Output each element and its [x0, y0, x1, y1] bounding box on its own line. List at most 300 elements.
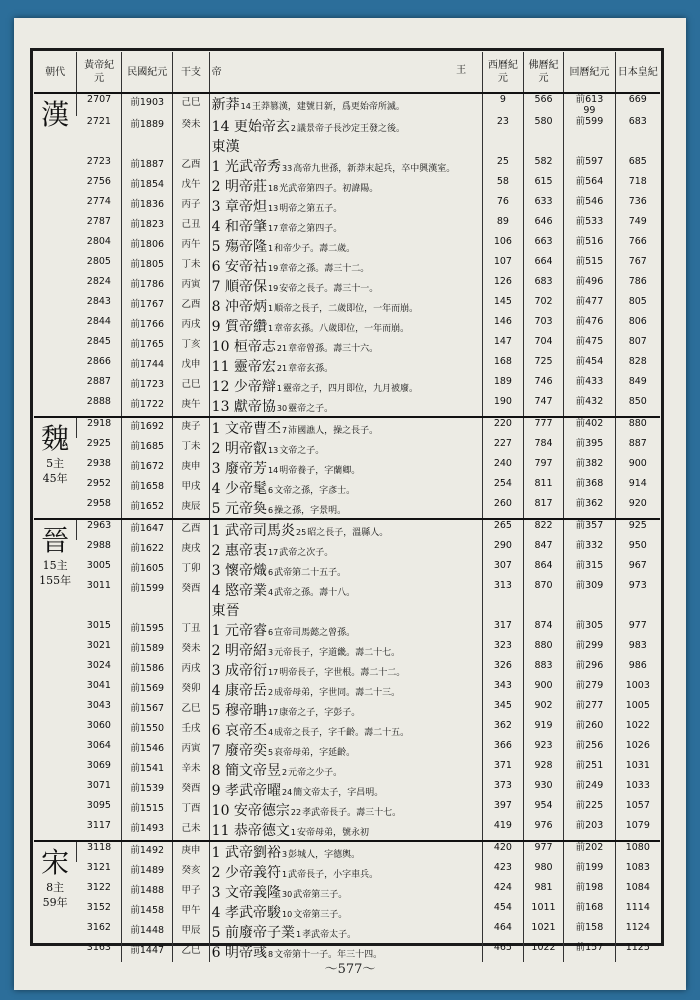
- ruler-cell: [209, 660, 482, 680]
- hijri-year: 前477: [564, 296, 615, 316]
- minguo-year: 前1586: [122, 660, 173, 680]
- ruler-description: 文帝第十一子。年三十四。: [274, 950, 383, 960]
- hijri-year: 前332: [564, 540, 615, 560]
- table-row: [34, 176, 660, 196]
- japan-year: 920: [615, 498, 660, 519]
- japan-year: 1125: [615, 942, 660, 962]
- huangdi-year: 2805: [86, 256, 111, 267]
- table-row: [34, 680, 660, 700]
- hijri-year: 前533: [564, 216, 615, 236]
- minguo-year: 前1692: [122, 417, 173, 438]
- minguo-year: 前1489: [122, 862, 173, 882]
- reign-years: 21: [276, 364, 288, 373]
- japan-year: 1124: [615, 922, 660, 942]
- ruler-cell: [209, 156, 482, 176]
- western-year: 265: [483, 519, 524, 540]
- ruler-name: 9 質帝纘: [211, 319, 268, 335]
- ganzhi: 庚申: [173, 841, 209, 862]
- table-row: [34, 376, 660, 396]
- minguo-year: 前1685: [122, 438, 173, 458]
- subheading-cell: 東晉: [209, 600, 482, 620]
- table-row: [34, 820, 660, 841]
- reign-years: 14: [240, 102, 251, 111]
- huangdi-year: 3021: [86, 640, 111, 651]
- hijri-year: 前225: [564, 800, 615, 820]
- japan-year: 1079: [615, 820, 660, 841]
- huangdi-year: 2887: [86, 376, 111, 387]
- buddhist-year: 747: [523, 396, 564, 417]
- ruler-name: 4 康帝岳: [211, 683, 268, 699]
- japan-year: 749: [615, 216, 660, 236]
- western-year: 326: [483, 660, 524, 680]
- ruler-description: 康帝之子，字彭子。: [279, 708, 361, 718]
- buddhist-year: 1021: [523, 922, 564, 942]
- dynasty-info: 5主: [46, 457, 65, 470]
- ganzhi: 乙巳: [173, 700, 209, 720]
- ruler-description: 安帝之長子。壽三十一。: [279, 284, 379, 294]
- minguo-year: 前1567: [122, 700, 173, 720]
- ganzhi: 甲子: [173, 882, 209, 902]
- buddhist-year: 976: [523, 820, 564, 841]
- ruler-name: 3 成帝衍: [211, 663, 268, 679]
- western-year: 424: [483, 882, 524, 902]
- japan-year: 887: [615, 438, 660, 458]
- reign-years: 10: [282, 910, 293, 919]
- huangdi-year: 2918: [77, 417, 122, 438]
- ganzhi: 甲戌: [173, 478, 209, 498]
- ruler-name: 3 文帝義隆: [211, 885, 282, 901]
- dynasty-info: 59年: [42, 896, 68, 909]
- western-year: 107: [483, 256, 524, 276]
- buddhist-year: 704: [523, 336, 564, 356]
- table-row: [34, 740, 660, 760]
- buddhist-year: 784: [523, 438, 564, 458]
- subheading-cell: 東漢: [209, 136, 482, 156]
- western-year: 89: [483, 216, 524, 236]
- western-year: 25: [483, 156, 524, 176]
- empty-cell: [564, 136, 615, 156]
- hijri-year: 前202: [564, 841, 615, 862]
- ruler-cell: [209, 902, 482, 922]
- reign-years: 17: [268, 548, 279, 557]
- minguo-year: 前1805: [122, 256, 173, 276]
- reign-years: 3: [268, 648, 274, 657]
- reign-years: 1: [290, 828, 297, 837]
- dynasty-cell: [34, 417, 77, 519]
- japan-year: 1080: [615, 841, 660, 862]
- ruler-cell: [209, 478, 482, 498]
- reign-years: 19: [268, 284, 279, 293]
- hijri-year: 前357: [564, 519, 615, 540]
- ruler-description: 武帝第三子。: [293, 890, 348, 900]
- table-row: [34, 760, 660, 780]
- minguo-year: 前1448: [122, 922, 173, 942]
- japan-year: 718: [615, 176, 660, 196]
- dynasty-info: 45年: [42, 472, 68, 485]
- huangdi-year: 3005: [86, 560, 111, 571]
- header-row: [34, 52, 660, 93]
- minguo-year: 前1447: [122, 942, 173, 962]
- minguo-year: 前1515: [122, 800, 173, 820]
- western-year: 313: [483, 580, 524, 600]
- minguo-year: 前1458: [122, 902, 173, 922]
- japan-year: 950: [615, 540, 660, 560]
- japan-year: 669: [615, 93, 660, 116]
- huangdi-year: 2888: [86, 396, 111, 407]
- hijri-year: 前277: [564, 700, 615, 720]
- page-number: ～577～: [324, 962, 376, 977]
- ruler-cell: [209, 862, 482, 882]
- minguo-year: 前1744: [122, 356, 173, 376]
- hijri-year: 前368: [564, 478, 615, 498]
- ruler-cell: [209, 519, 482, 540]
- minguo-year: 前1722: [122, 396, 173, 417]
- minguo-year: 前1767: [122, 296, 173, 316]
- huangdi-year: 3121: [86, 862, 111, 873]
- table-row: [34, 498, 660, 519]
- hijri-year: 前157: [564, 942, 615, 962]
- ruler-description: 文帝第三子。: [293, 910, 348, 920]
- japan-year: 850: [615, 396, 660, 417]
- ruler-description: 章帝曾孫。壽三十六。: [288, 344, 379, 354]
- buddhist-year: 582: [523, 156, 564, 176]
- western-year: 147: [483, 336, 524, 356]
- western-year: 420: [483, 841, 524, 862]
- minguo-year: 前1887: [122, 156, 173, 176]
- empty-cell: [564, 600, 615, 620]
- reign-years: 17: [268, 668, 279, 677]
- empty-cell: [77, 136, 122, 156]
- ganzhi: 庚子: [173, 417, 209, 438]
- buddhist-year: 777: [523, 417, 564, 438]
- hijri-year: 前433: [564, 376, 615, 396]
- huangdi-year: 3041: [86, 680, 111, 691]
- header-king: [209, 52, 482, 93]
- western-year: 290: [483, 540, 524, 560]
- ganzhi: 戊午: [173, 176, 209, 196]
- ruler-name: 14 更始帝玄: [211, 119, 290, 135]
- western-year: 362: [483, 720, 524, 740]
- ruler-cell: [209, 93, 482, 116]
- table-row: [34, 216, 660, 236]
- ganzhi: 丙戌: [173, 316, 209, 336]
- ruler-cell: [209, 922, 482, 942]
- ruler-description: 文帝之子。: [279, 446, 325, 456]
- hijri-year: 前305: [564, 620, 615, 640]
- table-row: [34, 438, 660, 458]
- western-year: 220: [483, 417, 524, 438]
- japan-year: 1005: [615, 700, 660, 720]
- ganzhi: 乙酉: [173, 156, 209, 176]
- western-year: 397: [483, 800, 524, 820]
- ganzhi: 癸卯: [173, 680, 209, 700]
- japan-year: 828: [615, 356, 660, 376]
- ruler-name: 7 廢帝奕: [211, 743, 268, 759]
- japan-year: 849: [615, 376, 660, 396]
- ruler-cell: [209, 276, 482, 296]
- hijri-year: 前198: [564, 882, 615, 902]
- minguo-year: 前1766: [122, 316, 173, 336]
- ruler-name: 10 桓帝志: [211, 339, 276, 355]
- minguo-year: 前1647: [122, 519, 173, 540]
- table-row: [34, 640, 660, 660]
- table-row: [34, 922, 660, 942]
- chronology-table: [34, 52, 660, 962]
- ruler-name: 4 愍帝業: [211, 583, 268, 599]
- ruler-cell: [209, 296, 482, 316]
- buddhist-year: 663: [523, 236, 564, 256]
- western-year: 307: [483, 560, 524, 580]
- minguo-year: 前1539: [122, 780, 173, 800]
- ruler-cell: [209, 700, 482, 720]
- buddhist-year: 822: [523, 519, 564, 540]
- ruler-cell: [209, 216, 482, 236]
- ruler-description: 武帝之孫。壽十八。: [274, 588, 356, 598]
- ruler-description: 章帝之第四子。: [279, 224, 343, 234]
- ruler-name: 2 少帝義符: [211, 865, 282, 881]
- hijri-year: 前251: [564, 760, 615, 780]
- header-huangdi: 黃帝紀元: [77, 52, 122, 93]
- japan-year: 685: [615, 156, 660, 176]
- reign-years: 17: [268, 708, 279, 717]
- ruler-cell: [209, 458, 482, 478]
- ganzhi: 丙午: [173, 236, 209, 256]
- huangdi-year: 3043: [86, 700, 111, 711]
- dynasty-info: 8主: [46, 881, 65, 894]
- japan-year: 967: [615, 560, 660, 580]
- hijri-year: 前597: [564, 156, 615, 176]
- empty-cell: [615, 136, 660, 156]
- reign-years: 2: [290, 124, 297, 133]
- huangdi-year: 2804: [86, 236, 111, 247]
- dynasty-info: 155年: [39, 574, 72, 587]
- huangdi-year: 2845: [86, 336, 111, 347]
- minguo-year: 前1765: [122, 336, 173, 356]
- minguo-year: 前1672: [122, 458, 173, 478]
- ruler-cell: [209, 196, 482, 216]
- reign-years: 18: [268, 184, 279, 193]
- reign-years: 13: [268, 204, 279, 213]
- japan-year: 880: [615, 417, 660, 438]
- dynasty-cell: [34, 93, 77, 417]
- hijri-year: 前395: [564, 438, 615, 458]
- huangdi-year: 3163: [86, 942, 111, 953]
- huangdi-year: 2952: [86, 478, 111, 489]
- western-year: 423: [483, 862, 524, 882]
- buddhist-year: 746: [523, 376, 564, 396]
- ruler-description: 武帝長子，小字車兵。: [288, 870, 379, 880]
- hijri-year: 前299: [564, 640, 615, 660]
- ruler-name: 1 武帝劉裕: [211, 845, 282, 861]
- western-year: 317: [483, 620, 524, 640]
- empty-cell: [523, 600, 564, 620]
- western-year: 227: [483, 438, 524, 458]
- table-row: [34, 296, 660, 316]
- ganzhi: 己巳: [173, 376, 209, 396]
- buddhist-year: 703: [523, 316, 564, 336]
- ganzhi: 丁亥: [173, 336, 209, 356]
- dynasty-cell: [34, 519, 77, 841]
- ruler-cell: [209, 680, 482, 700]
- ruler-cell: [209, 740, 482, 760]
- table-row: [34, 256, 660, 276]
- huangdi-year: 2774: [86, 196, 111, 207]
- ganzhi: 丁未: [173, 438, 209, 458]
- ruler-cell: [209, 780, 482, 800]
- ruler-cell: [209, 176, 482, 196]
- header-king-left: 帝: [211, 66, 222, 78]
- ruler-cell: [209, 580, 482, 600]
- buddhist-year: 646: [523, 216, 564, 236]
- buddhist-year: 981: [523, 882, 564, 902]
- header-xili: 西曆紀元: [483, 52, 524, 93]
- ruler-cell: [209, 820, 482, 841]
- ganzhi: 癸酉: [173, 580, 209, 600]
- huangdi-year: 2787: [86, 216, 111, 227]
- ruler-description: 議景帝子長沙定王發之後。: [297, 124, 406, 134]
- table-row: [34, 276, 660, 296]
- table-row: [34, 882, 660, 902]
- buddhist-year: 633: [523, 196, 564, 216]
- western-year: 343: [483, 680, 524, 700]
- ruler-description: 安帝母弟，號永初: [297, 828, 370, 838]
- reign-years: 1: [276, 384, 283, 393]
- western-year: 371: [483, 760, 524, 780]
- huangdi-year: 3095: [86, 800, 111, 811]
- hijri-year: 前476: [564, 316, 615, 336]
- huangdi-year: 2824: [86, 276, 111, 287]
- table-row: [34, 316, 660, 336]
- western-year: 9: [483, 93, 524, 116]
- reign-years: 24: [282, 788, 293, 797]
- ruler-description: 武帝第二十五子。: [274, 568, 347, 578]
- ruler-description: 文帝之孫，字彥士。: [274, 486, 356, 496]
- ruler-description: 元帝長子，字道畿。壽二十七。: [274, 648, 401, 658]
- japan-year: 1003: [615, 680, 660, 700]
- ganzhi: 甲辰: [173, 922, 209, 942]
- buddhist-year: 683: [523, 276, 564, 296]
- ruler-description: 成帝之長子，字千齡。壽二十五。: [274, 728, 410, 738]
- minguo-year: 前1492: [122, 841, 173, 862]
- hijri-year: 前454: [564, 356, 615, 376]
- ruler-description: 宣帝司馬懿之曾孫。: [274, 628, 356, 638]
- reign-years: 1: [268, 244, 274, 253]
- ganzhi: 癸亥: [173, 862, 209, 882]
- western-year: 419: [483, 820, 524, 841]
- dynasty-name: 魏: [41, 422, 70, 455]
- hijri-year: 前315: [564, 560, 615, 580]
- minguo-year: 前1488: [122, 882, 173, 902]
- buddhist-year: 928: [523, 760, 564, 780]
- minguo-year: 前1546: [122, 740, 173, 760]
- western-year: 454: [483, 902, 524, 922]
- ganzhi: 庚申: [173, 458, 209, 478]
- ganzhi: 辛未: [173, 760, 209, 780]
- ganzhi: 癸未: [173, 640, 209, 660]
- hijri-year: 前309: [564, 580, 615, 600]
- western-year: 254: [483, 478, 524, 498]
- ruler-name: 2 明帝叡: [211, 441, 268, 457]
- table-row: [34, 196, 660, 216]
- japan-year: 925: [615, 519, 660, 540]
- table-row: [34, 660, 660, 680]
- buddhist-year: 847: [523, 540, 564, 560]
- reign-years: 25: [296, 528, 307, 537]
- ruler-name: 11 恭帝德文: [211, 823, 290, 839]
- huangdi-year: 3071: [86, 780, 111, 791]
- japan-year: 807: [615, 336, 660, 356]
- ganzhi: 丙戌: [173, 660, 209, 680]
- buddhist-year: 870: [523, 580, 564, 600]
- ruler-cell: [209, 560, 482, 580]
- western-year: 260: [483, 498, 524, 519]
- reign-years: 30: [276, 404, 288, 413]
- western-year: 465: [483, 942, 524, 962]
- japan-year: 805: [615, 296, 660, 316]
- reign-years: 6: [268, 628, 274, 637]
- ruler-name: 5 元帝奐: [211, 501, 268, 517]
- huangdi-year: 3118: [77, 841, 122, 862]
- table-body: [34, 93, 660, 962]
- table-row: [34, 356, 660, 376]
- minguo-year: 前1836: [122, 196, 173, 216]
- japan-year: 1114: [615, 902, 660, 922]
- western-year: 76: [483, 196, 524, 216]
- dynasty-cell: [34, 841, 77, 962]
- buddhist-year: 880: [523, 640, 564, 660]
- japan-year: 767: [615, 256, 660, 276]
- western-year: 58: [483, 176, 524, 196]
- huangdi-year: 3024: [86, 660, 111, 671]
- ruler-name: 4 和帝肇: [211, 219, 268, 235]
- minguo-year: 前1652: [122, 498, 173, 519]
- ruler-description: 昭之長子，溫縣人。: [307, 528, 389, 538]
- japan-year: 766: [615, 236, 660, 256]
- ganzhi: 丁卯: [173, 560, 209, 580]
- empty-cell: [173, 600, 209, 620]
- hijri-year: 前203: [564, 820, 615, 841]
- table-row: [34, 580, 660, 600]
- ruler-name: 7 順帝保: [211, 279, 268, 295]
- ruler-cell: [209, 800, 482, 820]
- ruler-name: 13 獻帝協: [211, 399, 276, 415]
- ruler-description: 明帝養子，字蘭卿。: [279, 466, 361, 476]
- empty-cell: [173, 136, 209, 156]
- ruler-description: 操之孫，字景明。: [274, 506, 347, 516]
- huangdi-year: 2958: [86, 498, 111, 509]
- ruler-name: 8 冲帝炳: [211, 299, 268, 315]
- ruler-cell: [209, 620, 482, 640]
- hijri-year: 前296: [564, 660, 615, 680]
- ruler-description: 明帝長子，字世根。壽二十二。: [279, 668, 406, 678]
- dynasty-name: 漢: [41, 98, 70, 131]
- buddhist-year: 566: [523, 93, 564, 116]
- huangdi-year: 3011: [86, 580, 111, 591]
- western-year: 126: [483, 276, 524, 296]
- hijri-year: 前546: [564, 196, 615, 216]
- japan-year: 1083: [615, 862, 660, 882]
- ruler-cell: [209, 882, 482, 902]
- hijri-year: 前515: [564, 256, 615, 276]
- ruler-cell: [209, 336, 482, 356]
- ruler-description: 順帝之長子，二歲即位，一年而崩。: [274, 304, 419, 314]
- ruler-name: 11 靈帝宏: [211, 359, 276, 375]
- huangdi-year: 2866: [86, 356, 111, 367]
- buddhist-year: 923: [523, 740, 564, 760]
- ruler-cell: [209, 720, 482, 740]
- reign-years: 17: [268, 224, 279, 233]
- japan-year: 900: [615, 458, 660, 478]
